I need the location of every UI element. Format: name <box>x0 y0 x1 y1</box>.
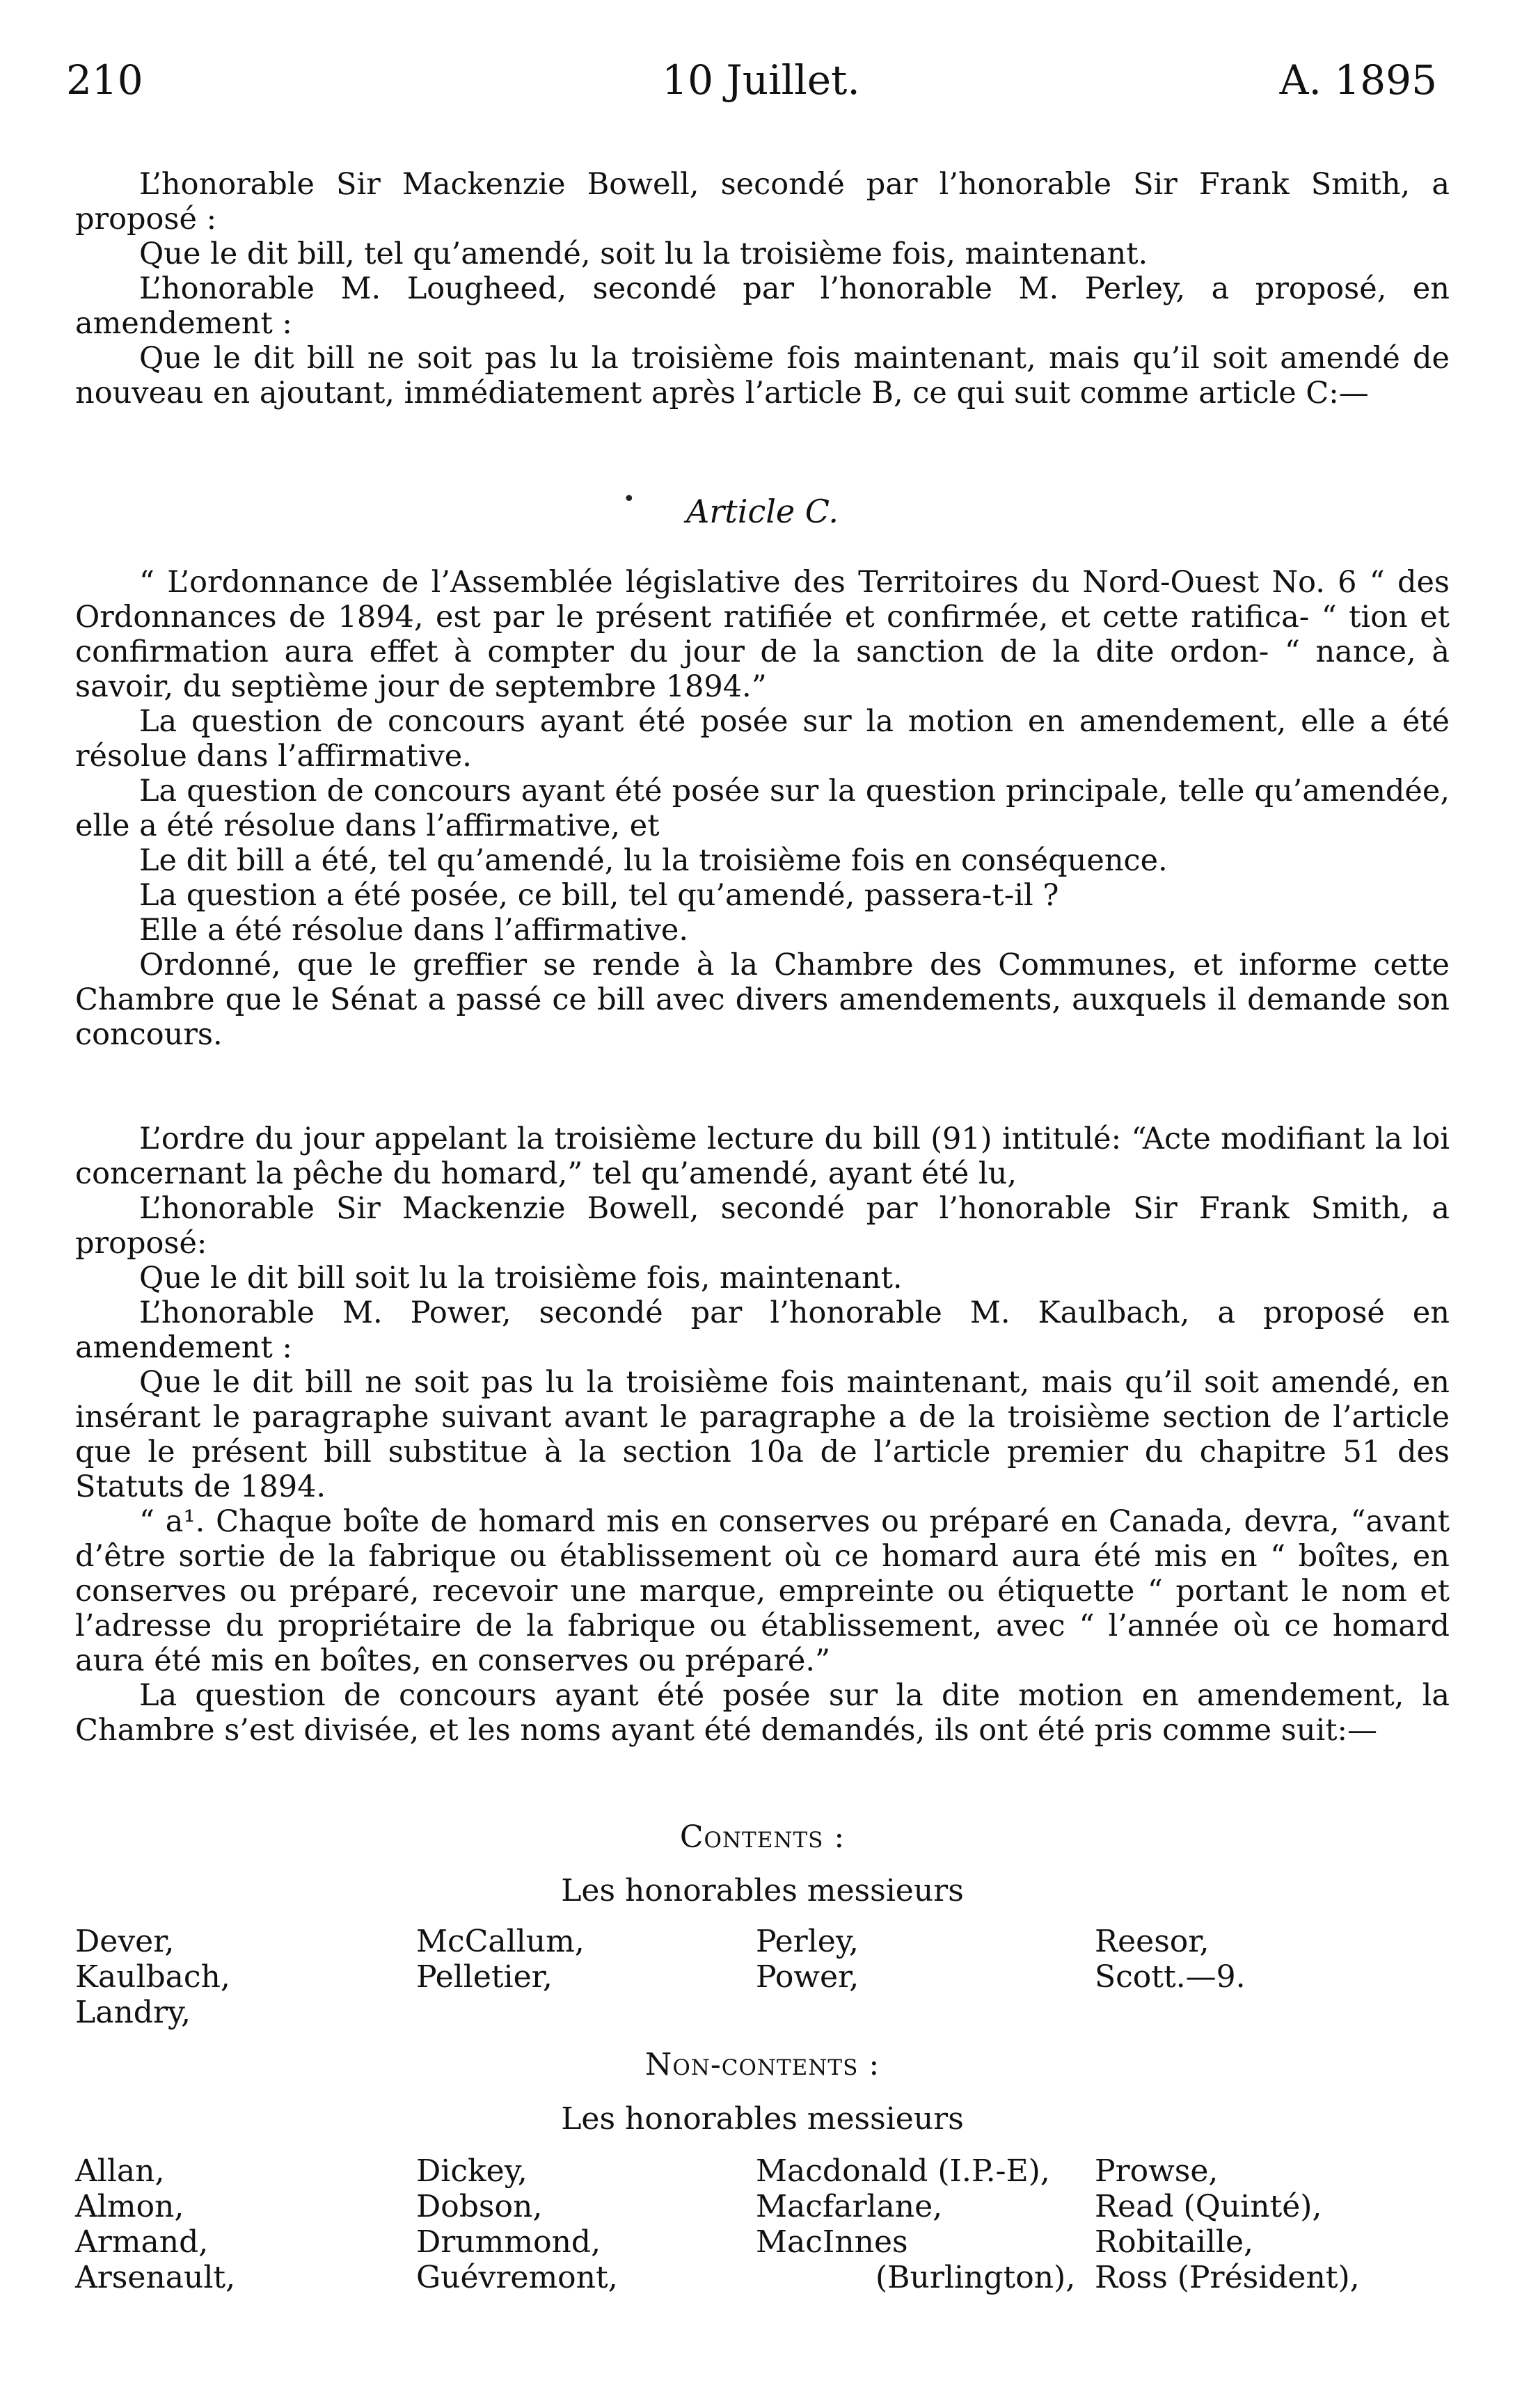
name-cell: Guévremont, <box>416 2260 618 2295</box>
paragraph: La question de concours ayant été posée sur la question principale, telle qu’amendée, elle a été résolue dans l’affirmative, et <box>75 774 1450 843</box>
contents-heading: Contents : <box>679 1819 846 1855</box>
name-cell: (Burlington), <box>875 2260 1076 2295</box>
name-row <box>75 2224 1450 2260</box>
paragraph: L’honorable Sir Mackenzie Bowell, secondé par l’honorable Sir Frank Smith, a proposé : <box>75 167 1450 237</box>
name-cell: Landry, <box>75 1995 191 2030</box>
name-cell: MacInnes <box>756 2224 908 2260</box>
name-cell: Arsenault, <box>75 2260 236 2295</box>
section-lobster-bill <box>75 1122 1450 1748</box>
paragraph: Ordonné, que le greffier se rende à la Chambre des Communes, et informe cette Chambre que le Sénat a passé ce bill avec divers amendements, auxquels il demande son concours. <box>75 948 1450 1052</box>
name-row <box>75 2260 1450 2295</box>
section-article-c <box>75 167 1450 410</box>
name-cell: Macfarlane, <box>756 2189 943 2224</box>
name-row <box>75 2189 1450 2224</box>
name-cell: Dobson, <box>416 2189 543 2224</box>
name-cell: Macdonald (I.P.-E), <box>756 2153 1050 2189</box>
name-cell: Read (Quinté), <box>1095 2189 1322 2224</box>
page-header-date: 10 Juillet. <box>662 56 860 104</box>
name-cell: Perley, <box>756 1924 859 1959</box>
quoted-amendment: “ a¹. Chaque boîte de homard mis en conserves ou préparé en Canada, devra, “avant d’être sortie de la fabrique ou établissement où ce homard aura été mis en “ boîtes, en conserves ou préparé, recevoir une marque, empreinte ou étiquette “ portant le nom et l’adresse du propriétaire de la fabrique ou établissement, avec “ l’année où ce homard aura été mis en boîtes, en conserves ou préparé.” <box>75 1504 1450 1678</box>
name-cell: Scott.—9. <box>1095 1959 1246 1995</box>
name-cell: Almon, <box>75 2189 184 2224</box>
paragraph: Que le dit bill ne soit pas lu la troisième fois maintenant, mais qu’il soit amendé, en insérant le paragraphe suivant avant le paragraphe a de la troisième section de l’article que le présent bill substitue à la section 10a de l’article premier du chapitre 51 des Statuts de 1894. <box>75 1365 1450 1504</box>
paragraph: La question de concours ayant été posée sur la motion en amendement, elle a été résolue dans l’affirmative. <box>75 704 1450 774</box>
paragraph: Elle a été résolue dans l’affirmative. <box>139 913 689 948</box>
name-cell: McCallum, <box>416 1924 585 1959</box>
name-cell: Dever, <box>75 1924 175 1959</box>
paragraph: L’honorable M. Power, secondé par l’honorable M. Kaulbach, a proposé en amendement : <box>75 1295 1450 1365</box>
paragraph: Que le dit bill, tel qu’amendé, soit lu la troisième fois, maintenant. <box>139 237 1148 271</box>
name-cell: Armand, <box>75 2224 209 2260</box>
name-cell: Reesor, <box>1095 1924 1210 1959</box>
paragraph: L’ordre du jour appelant la troisième lecture du bill (91) intitulé: “Acte modifiant la loi concernant la pêche du homard,” tel qu’amendé, ayant été lu, <box>75 1122 1450 1191</box>
contents-list <box>75 1924 1450 2030</box>
name-row <box>75 2153 1450 2189</box>
paragraph: L’honorable M. Lougheed, secondé par l’honorable M. Perley, a proposé, en amendement : <box>75 271 1450 341</box>
contents-subheading: Les honorables messieurs <box>561 1873 964 1908</box>
name-row <box>75 1995 1450 2030</box>
name-cell: Prowse, <box>1095 2153 1219 2189</box>
name-cell: Pelletier, <box>416 1959 553 1995</box>
name-cell: Drummond, <box>416 2224 601 2260</box>
paragraph: Que le dit bill soit lu la troisième fois, maintenant. <box>139 1261 903 1295</box>
name-row <box>75 1924 1450 1959</box>
non-contents-subheading: Les honorables messieurs <box>561 2101 964 2137</box>
quoted-ordinance: “ L’ordonnance de l’Assemblée législative des Territoires du Nord-Ouest No. 6 “ des Ordonnances de 1894, est par le présent ratifiée et confirmée, et cette ratifica- “ tion et confirmation aura effet à compter du jour de la sanction de la dite ordon- “ nance, à savoir, du septième jour de septembre 1894.” <box>75 565 1450 704</box>
paragraph: Le dit bill a été, tel qu’amendé, lu la troisième fois en conséquence. <box>139 843 1168 878</box>
name-cell: Power, <box>756 1959 859 1995</box>
page-number: 210 <box>66 56 143 104</box>
name-cell: Robitaille, <box>1095 2224 1254 2260</box>
non-contents-list <box>75 2153 1450 2295</box>
paragraph: Que le dit bill ne soit pas lu la troisième fois maintenant, mais qu’il soit amendé de nouveau en ajoutant, immédiatement après l’article B, ce qui suit comme article C:— <box>75 341 1450 410</box>
name-cell: Kaulbach, <box>75 1959 230 1995</box>
article-heading: Article C. <box>686 493 839 530</box>
non-contents-heading: Non-contents : <box>644 2047 880 2082</box>
name-cell: Dickey, <box>416 2153 528 2189</box>
page-header-year: A. 1895 <box>1279 56 1437 104</box>
paragraph: La question de concours ayant été posée sur la dite motion en amendement, la Chambre s’est divisée, et les noms ayant été demandés, ils ont été pris comme suit:— <box>75 1678 1450 1748</box>
paragraph: La question a été posée, ce bill, tel qu’amendé, passera-t-il ? <box>139 878 1059 913</box>
print-speck: • <box>623 487 635 511</box>
name-cell: Allan, <box>75 2153 165 2189</box>
section-ordinance <box>75 565 1450 1052</box>
name-cell: Ross (Président), <box>1095 2260 1360 2295</box>
name-row <box>75 1959 1450 1995</box>
paragraph: L’honorable Sir Mackenzie Bowell, secondé par l’honorable Sir Frank Smith, a proposé: <box>75 1191 1450 1261</box>
